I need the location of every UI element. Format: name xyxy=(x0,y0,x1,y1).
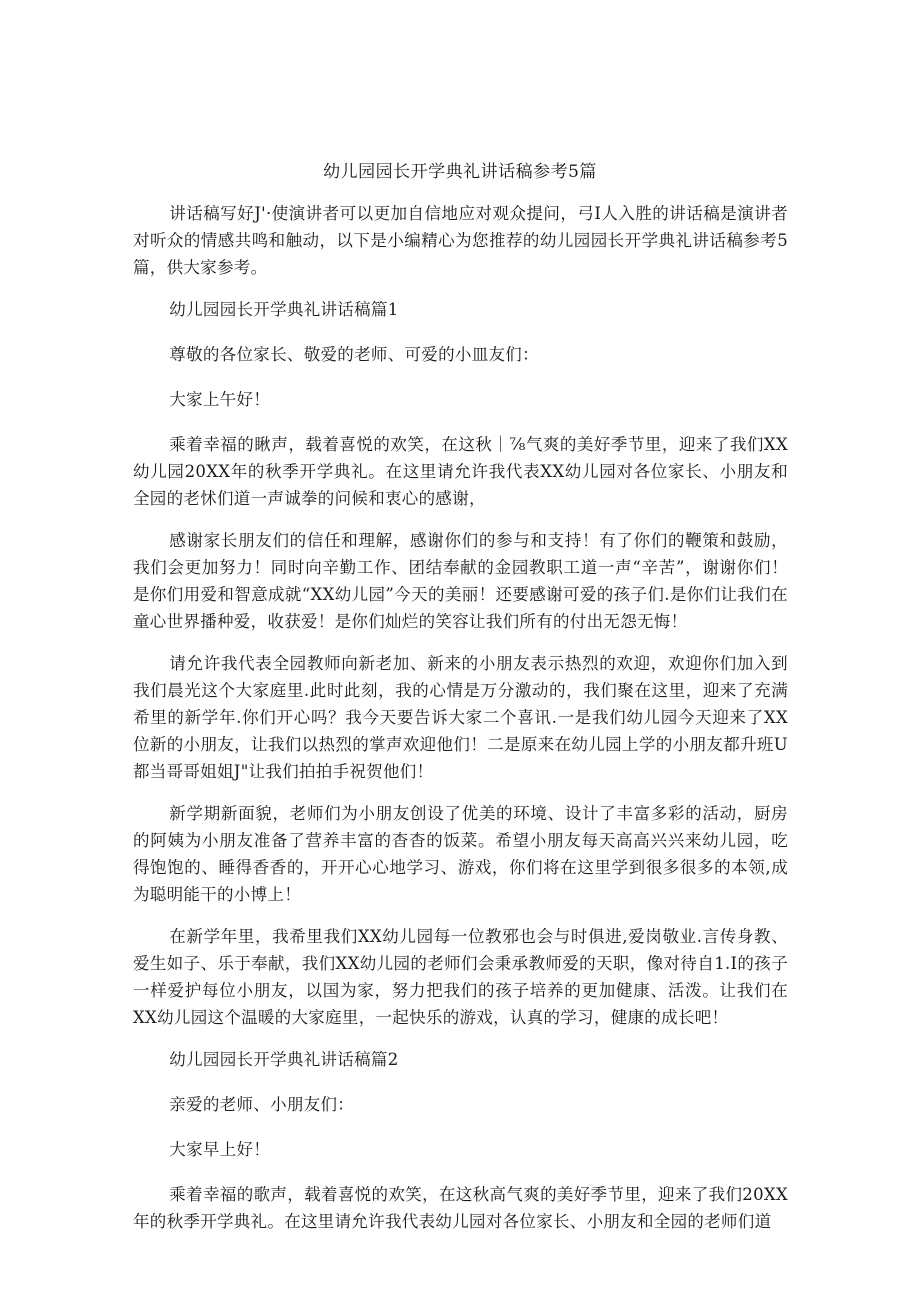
section-heading-1: 幼儿园园长开学典礼讲话稿篇1 xyxy=(169,300,399,319)
body-paragraph: 乘着幸福的瞅声，载着喜悦的欢笑，在这秋｜⅞气爽的美好季节里，迎来了我们XX幼儿园20XX年的秋季开学典礼。在这里请允许我代表XX幼儿园对各位家长、小朋友和全园的老怵们道一声诚拳的问候和衷心的感谢， xyxy=(133,435,788,508)
salutation-1: 尊敬的各位家长、敬爱的老师、可爱的小皿友们： xyxy=(169,345,539,364)
body-paragraph: 新学期新面貌，老师们为小朋友创设了优美的环境、设计了丰富多彩的活动，厨房的阿姨为小朋友准备了营养丰富的杳杳的饭菜。希望小朋友每天高高兴兴来幼儿园，吃得饱饱的、睡得香香的，开开心心地学习、游戏，你们将在这里学到很多很多的本领,成为聪明能干的小博上！ xyxy=(133,804,788,904)
document-body xyxy=(133,200,788,1250)
body-paragraph: 请允许我代表全园教师向新老加、新来的小朋友表示热烈的欢迎，欢迎你们加入到我们晨光这个大家庭里.此时此刻，我的心情是万分激动的，我们聚在这里，迎来了充满希里的新学年.你们开心吗？我今天要告诉大家二个喜讯.一是我们幼儿园今天迎来了XX位新的小朋友，让我们以热烈的掌声欢迎他们！二是原来在幼儿园上学的小朋友都升班U都当哥哥姐姐J"让我们拍拍手祝贺他们！ xyxy=(133,654,788,781)
section-heading-2: 幼儿园园长开学典礼讲话稿篇2 xyxy=(169,1050,399,1069)
greeting-1: 大家上午好！ xyxy=(169,390,271,409)
body-paragraph: 感谢家长朋友们的信任和理解，感谢你们的参与和支持！有了你们的鞭策和鼓励，我们会更加努力！同时向辛勤工作、团结奉献的金园教职工道一声“辛苦”，谢谢你们！是你们用爱和智意成就“XX幼儿园”今天的美丽！还要感谢可爱的孩子们.是你们让我们在童心世界播种爱，收获爱！是你们灿烂的笑容让我们所有的付出无怨无悔！ xyxy=(133,531,788,631)
intro-paragraph: 讲话稿写好J'·使演讲者可以更加自信地应对观众提问，弓I人入胜的讲话稿是演讲者对听众的情感共鸣和触动，以下是小编精心为您推荐的幼儿园园长开学典礼讲话稿参考5篇，供大家参考。 xyxy=(133,204,788,277)
greeting-2: 大家早上好！ xyxy=(169,1140,271,1159)
document-title: 幼儿园园长开学典礼讲话稿参考5篇 xyxy=(323,162,597,182)
salutation-2: 亲爱的老师、小朋友们： xyxy=(169,1095,355,1114)
body-paragraph: 在新学年里，我希里我们XX幼儿园每一位教邪也会与时俱进,爱岗敬业.言传身教、爱生如子、乐于奉献，我们XX幼儿园的老师们会秉承教师爱的天职，像对待自1.I的孩子一样爱护每位小朋友，以国为家，努力把我们的孩子培养的更加健康、活泼。让我们在XX幼儿园这个温暖的大家庭里，一起快乐的游戏，认真的学习，健康的成长吧！ xyxy=(133,927,788,1027)
body-paragraph: 乘着幸福的歌声，载着喜悦的欢笑，在这秋高气爽的美好季节里，迎来了我们20XX年的秋季开学典礼。在这里请允许我代表幼儿园对各位家长、小朋友和全园的老师们道 xyxy=(133,1185,788,1231)
